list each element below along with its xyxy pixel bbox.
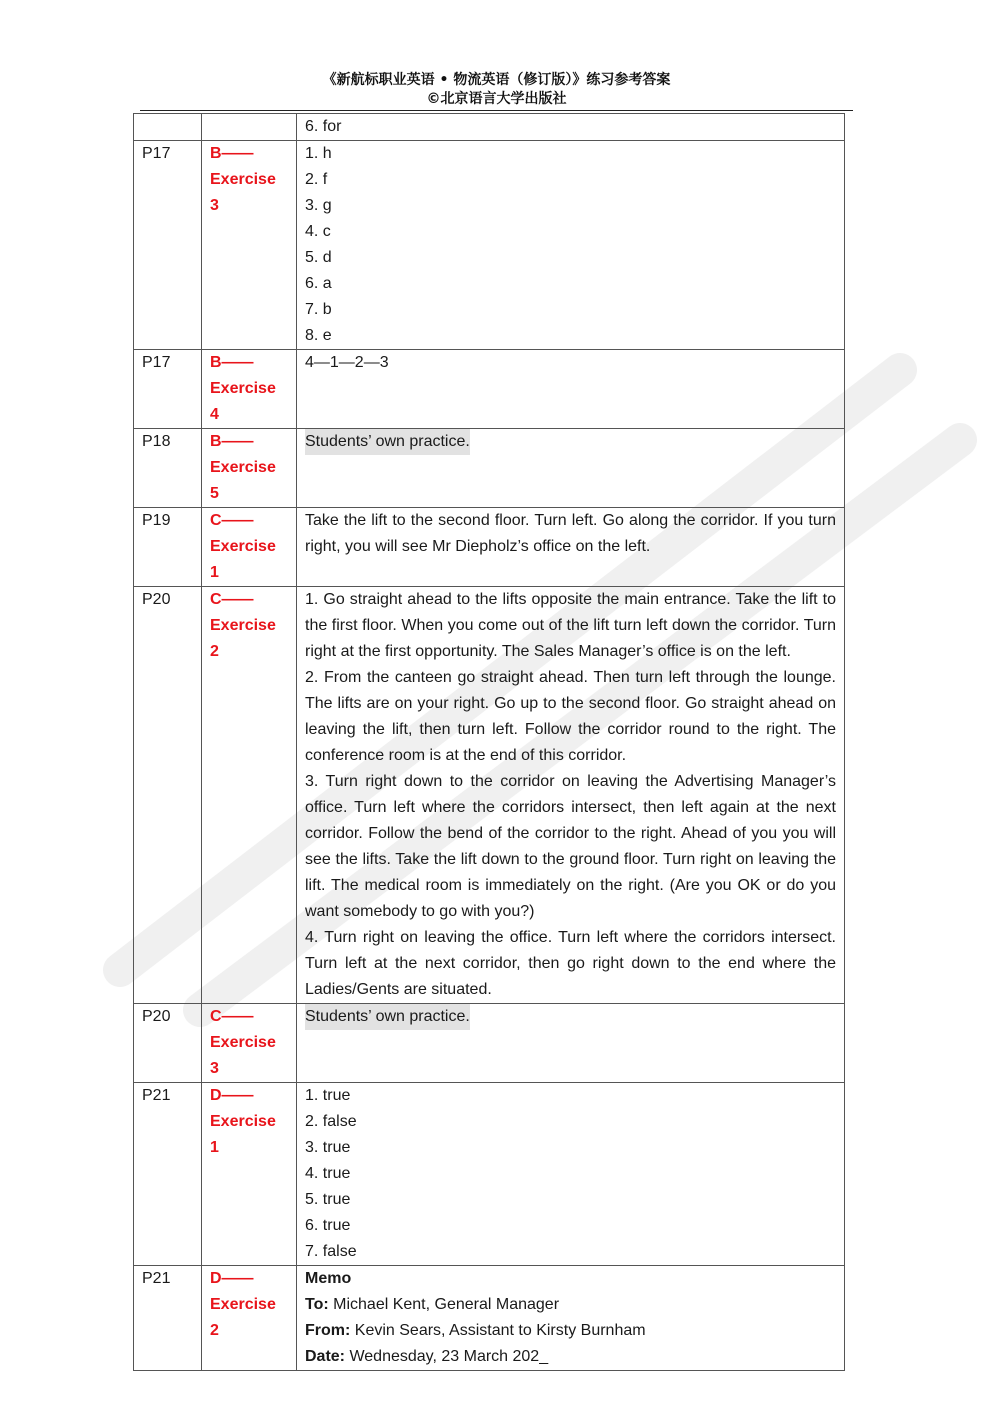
exercise-label: Exercise 2: [210, 617, 276, 660]
answer-line: 7. b: [305, 301, 332, 318]
answer-line: 4. true: [305, 1165, 351, 1182]
table-row: [134, 350, 845, 429]
section-cell: [202, 1083, 297, 1266]
answer-paragraph: 1. Go straight ahead to the lifts opposite the main entrance. Take the lift to the first floor. When you come out of the lift turn left down the corridor. Turn right at the first opportunity. The Sales Manager’s office is on the left.: [305, 591, 836, 660]
table-row: [134, 587, 845, 1004]
section-label: D——: [210, 1087, 254, 1104]
memo-to-label: To:: [305, 1296, 329, 1313]
section-cell: [202, 429, 297, 508]
answer-cell: [297, 508, 845, 587]
page-cell: P17: [134, 350, 202, 429]
page-cell: P21: [134, 1266, 202, 1371]
answer-cell: [297, 141, 845, 350]
table-row: [134, 114, 845, 141]
exercise-label: Exercise 2: [210, 1296, 276, 1339]
table-row: [134, 1083, 845, 1266]
table-row: [134, 1266, 845, 1371]
header-rule: [140, 110, 853, 111]
memo-date-label: Date:: [305, 1348, 346, 1365]
answer-line: 7. false: [305, 1243, 357, 1260]
section-label: C——: [210, 1008, 254, 1025]
answer-line: 4—1—2—3: [305, 354, 389, 371]
copyright-line: ©北京语言大学出版社: [426, 91, 567, 107]
highlighted-answer: Students’ own practice.: [305, 429, 470, 455]
answer-cell: [297, 1083, 845, 1266]
answer-line: [305, 1004, 836, 1030]
answer-cell: [297, 429, 845, 508]
table-row: [134, 1004, 845, 1083]
answer-table: [133, 113, 845, 1371]
section-cell: [202, 350, 297, 429]
memo-from-value: Kevin Sears, Assistant to Kirsty Burnham: [350, 1322, 646, 1339]
table-row: [134, 508, 845, 587]
exercise-label: Exercise 4: [210, 380, 276, 423]
memo-date-line: [305, 1344, 836, 1370]
exercise-label: Exercise 3: [210, 171, 276, 214]
answer-cell: [297, 114, 845, 141]
answer-line: 3. true: [305, 1139, 351, 1156]
answer-line: 2. false: [305, 1113, 357, 1130]
answer-line: 4. c: [305, 223, 331, 240]
section-label: D——: [210, 1270, 254, 1287]
answer-paragraph: Take the lift to the second floor. Turn left. Go along the corridor. If you turn right, you will see Mr Diepholz’s office on the left.: [305, 512, 836, 555]
memo-from-line: [305, 1318, 836, 1344]
answer-cell: [297, 1266, 845, 1371]
page-cell: P21: [134, 1083, 202, 1266]
answer-paragraph: 2. From the canteen go straight ahead. Then turn left through the lounge. The lifts are on your right. Go up to the second floor. Go straight ahead on leaving the lift, then turn left. Follow the corridor round to the right. The conference room is at the end of this corridor.: [305, 669, 836, 764]
section-label: B——: [210, 354, 254, 371]
section-cell: [202, 587, 297, 1004]
answer-cell: [297, 587, 845, 1004]
section-label: B——: [210, 145, 254, 162]
table-row: [134, 429, 845, 508]
answer-line: 2. f: [305, 171, 328, 188]
answer-line: 1. h: [305, 145, 332, 162]
memo-to-value: Michael Kent, General Manager: [328, 1296, 560, 1313]
page-cell: P20: [134, 587, 202, 1004]
answer-line: 6. a: [305, 275, 332, 292]
page-cell: P18: [134, 429, 202, 508]
memo-date-value: Wednesday, 23 March 202_: [345, 1348, 549, 1365]
memo-to-line: [305, 1292, 836, 1318]
answer-line: [305, 429, 836, 455]
answer-line: 6. for: [305, 118, 342, 135]
exercise-label: Exercise 1: [210, 1113, 276, 1156]
section-cell: [202, 1004, 297, 1083]
answer-paragraph: 4. Turn right on leaving the office. Turn left where the corridors intersect. Turn left at the next corridor, then go right down to the end where the Ladies/Gents are situated.: [305, 929, 836, 998]
exercise-label: Exercise 3: [210, 1034, 276, 1077]
memo-title: Memo: [305, 1270, 352, 1287]
section-cell: [202, 508, 297, 587]
page-header: [0, 71, 993, 109]
exercise-label: Exercise 1: [210, 538, 276, 581]
page-cell: [134, 114, 202, 141]
answer-line: 3. g: [305, 197, 332, 214]
answer-line: 1. true: [305, 1087, 351, 1104]
page-cell: P17: [134, 141, 202, 350]
memo-from-label: From:: [305, 1322, 351, 1339]
page-cell: P19: [134, 508, 202, 587]
answer-line: 5. d: [305, 249, 332, 266]
table-row: [134, 141, 845, 350]
answer-cell: [297, 350, 845, 429]
section-label: C——: [210, 591, 254, 608]
document-title: 《新航标职业英语 • 物流英语（修订版）》练习参考答案: [322, 72, 671, 88]
answer-line: 6. true: [305, 1217, 351, 1234]
section-cell: [202, 114, 297, 141]
section-label: C——: [210, 512, 254, 529]
page-cell: P20: [134, 1004, 202, 1083]
answer-paragraph: 3. Turn right down to the corridor on leaving the Advertising Manager’s office. Turn left where the corridors intersect, then left again at the next corridor. Follow the bend of the corridor to the right. Ahead of you you will see the lifts. Take the lift down to the ground floor. Turn right on leaving the lift. The medical room is immediately on the right. (Are you OK or do you want somebody to go with you?): [305, 773, 836, 920]
answer-line: 8. e: [305, 327, 332, 344]
exercise-label: Exercise 5: [210, 459, 276, 502]
answer-line: 5. true: [305, 1191, 351, 1208]
highlighted-answer: Students’ own practice.: [305, 1004, 470, 1030]
section-cell: [202, 141, 297, 350]
answer-cell: [297, 1004, 845, 1083]
section-cell: [202, 1266, 297, 1371]
section-label: B——: [210, 433, 254, 450]
